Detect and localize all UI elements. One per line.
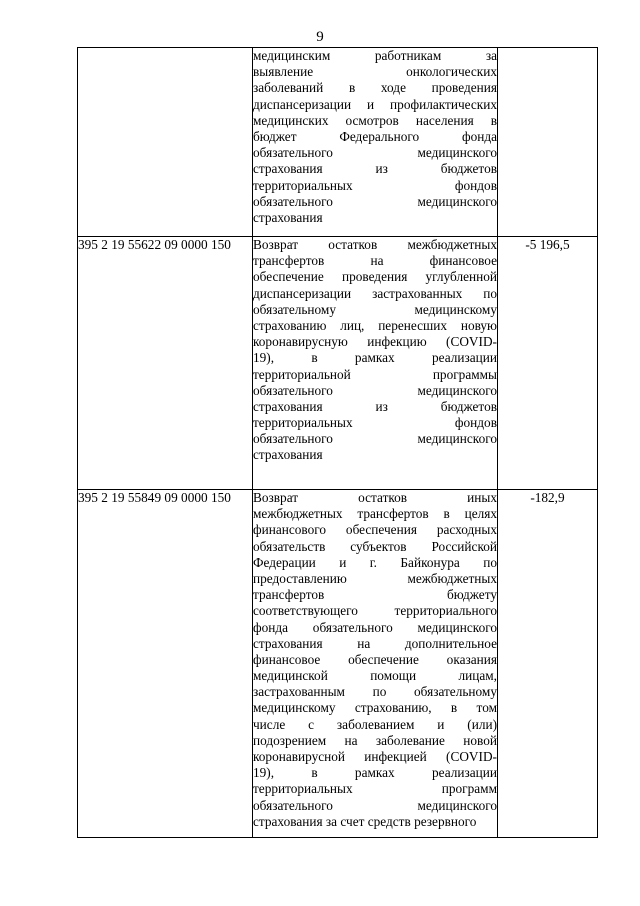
description-line: территориальных фондов xyxy=(253,177,497,193)
description-line: финансового обеспечения расходных xyxy=(253,522,497,538)
description-line: страхования xyxy=(253,209,323,225)
table-row xyxy=(78,490,598,838)
description-line: обязательного медицинского xyxy=(253,145,497,161)
description-line: обязательного медицинского xyxy=(253,431,497,447)
description-line: обязательного медицинского xyxy=(253,193,497,209)
description-cell xyxy=(253,490,498,838)
amount-cell xyxy=(498,48,598,237)
description-line: медицинскому страхованию, в том xyxy=(253,700,497,716)
description-line: страхованию лиц, перенесших новую xyxy=(253,317,497,333)
description-line: бюджет Федерального фонда xyxy=(253,128,497,144)
description-line: подозрением на заболевание новой xyxy=(253,732,497,748)
description-line: коронавирусной инфекцией (COVID- xyxy=(253,749,497,764)
description-line: трансфертов на финансовое xyxy=(253,253,497,269)
description-line: трансфертов бюджету xyxy=(253,587,497,603)
description-line: диспансеризации застрахованных по xyxy=(253,285,497,301)
budget-code-cell: 395 2 19 55849 09 0000 150 xyxy=(78,490,253,838)
description-line: коронавирусную инфекцию (COVID- xyxy=(253,334,497,350)
description-line: Возврат остатков межбюджетных xyxy=(253,237,497,252)
description-line: медицинских осмотров населения в xyxy=(253,112,497,128)
amount-cell: -182,9 xyxy=(498,490,598,838)
page-number: 9 xyxy=(316,29,324,45)
amount-cell: -5 196,5 xyxy=(498,237,598,490)
description-line: территориальной программы xyxy=(253,366,497,382)
description-line: обязательного медицинского xyxy=(253,382,497,398)
description-line: страхования на дополнительное xyxy=(253,635,497,651)
description-line: числе с заболеванием и (или) xyxy=(253,716,497,732)
description-line: страхования xyxy=(253,447,323,463)
description-line: межбюджетных трансфертов в целях xyxy=(253,506,497,522)
description-line: 19), в рамках реализации xyxy=(253,350,497,366)
description-cell xyxy=(253,48,498,237)
description-line: Возврат остатков иных xyxy=(253,490,497,505)
description-line: фонда обязательного медицинского xyxy=(253,619,497,635)
description-line: предоставлению межбюджетных xyxy=(253,570,497,586)
description-line: обеспечение проведения углубленной xyxy=(253,269,497,285)
table-row xyxy=(78,48,598,237)
description-line: обязательному медицинскому xyxy=(253,301,497,317)
description-line: территориальных фондов xyxy=(253,415,497,431)
description-line: Федерации и г. Байконура по xyxy=(253,554,497,570)
table-row xyxy=(78,237,598,490)
description-line: диспансеризации и профилактических xyxy=(253,96,497,112)
description-line: финансовое обеспечение оказания xyxy=(253,651,497,667)
description-line: медицинским работникам за xyxy=(253,48,497,63)
budget-code-cell xyxy=(78,48,253,237)
description-line: страхования из бюджетов xyxy=(253,161,497,177)
description-line: заболеваний в ходе проведения xyxy=(253,80,497,96)
description-line: обязательного медицинского xyxy=(253,797,497,813)
description-line: 19), в рамках реализации xyxy=(253,765,497,781)
description-line: страхования за счет средств резервного xyxy=(253,813,477,829)
budget-code-cell: 395 2 19 55622 09 0000 150 xyxy=(78,237,253,490)
description-line: выявление онкологических xyxy=(253,64,497,80)
description-line: территориальных программ xyxy=(253,781,497,797)
description-line: соответствующего территориального xyxy=(253,603,497,619)
budget-table xyxy=(77,47,598,838)
description-line: обязательств субъектов Российской xyxy=(253,538,497,554)
description-cell xyxy=(253,237,498,490)
description-line: страхования из бюджетов xyxy=(253,398,497,414)
description-line: медицинской помощи лицам, xyxy=(253,668,497,684)
description-line: застрахованным по обязательному xyxy=(253,684,497,700)
